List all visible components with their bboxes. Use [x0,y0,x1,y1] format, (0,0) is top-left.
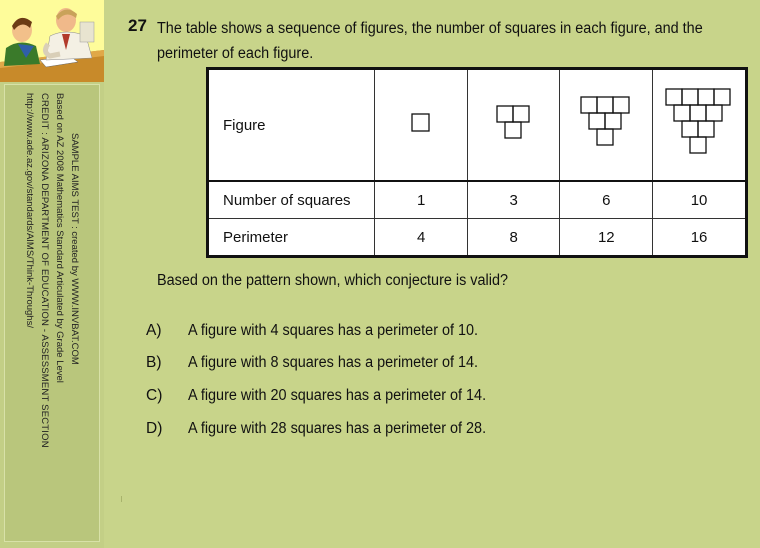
credit-line-2: Based on AZ 2008 Mathematics Standard Articulated by Grade Level [54,93,65,383]
row-label-figure: Figure [208,69,375,182]
credits-text [22,93,82,533]
figure-4-cell [653,69,747,182]
question-text: The table shows a sequence of figures, the number of squares in each figure, and the perimeter of each figure. [157,20,703,62]
table-row [208,219,747,257]
figure-2-cell [467,69,560,182]
option-text: A figure with 20 squares has a perimeter of 14. [188,387,487,404]
figure-2-squares [496,105,532,141]
squares-cell: 6 [560,181,653,219]
credit-line-1: SAMPLE AIMS TEST : created by WWW.INVBAT.COM [69,133,80,365]
credit-line-4: http://www.ade.az.gov/standards/AIMS/Think-Throughs/ [24,93,35,328]
figures-table [206,67,748,258]
figure-4-squares [665,88,733,158]
option-text: A figure with 8 squares has a perimeter of 14. [188,354,479,371]
table-row [208,69,747,182]
row-label-squares: Number of squares [208,181,375,219]
figure-1-cell [375,69,467,182]
figure-1-squares [411,113,431,133]
figure-3-squares [580,96,632,150]
table-row [208,181,747,219]
question-prompt: Based on the pattern shown, which conjecture is valid? [157,272,508,289]
row-label-perimeter: Perimeter [208,219,375,257]
squares-cell: 10 [653,181,747,219]
credit-line-3: CREDIT : ARIZONA DEPARTMENT OF EDUCATION - ASSESSMENT SECTION [39,93,50,448]
perimeter-cell: 8 [467,219,560,257]
sidebar [0,0,104,548]
squares-cell: 3 [467,181,560,219]
option-text: A figure with 28 squares has a perimeter of 28. [188,420,487,437]
squares-cell: 1 [375,181,467,219]
option-letter: C) [146,387,163,404]
option-letter: B) [146,354,162,371]
question-number: 27 [128,16,147,35]
perimeter-cell: 16 [653,219,747,257]
perimeter-cell: 12 [560,219,653,257]
clipart-teacher-student-image [0,0,104,82]
figure-3-cell [560,69,653,182]
option-letter: D) [146,420,163,437]
perimeter-cell: 4 [375,219,467,257]
option-letter: A) [146,322,162,339]
divider-mark [121,496,122,502]
option-text: A figure with 4 squares has a perimeter of 10. [188,322,479,339]
